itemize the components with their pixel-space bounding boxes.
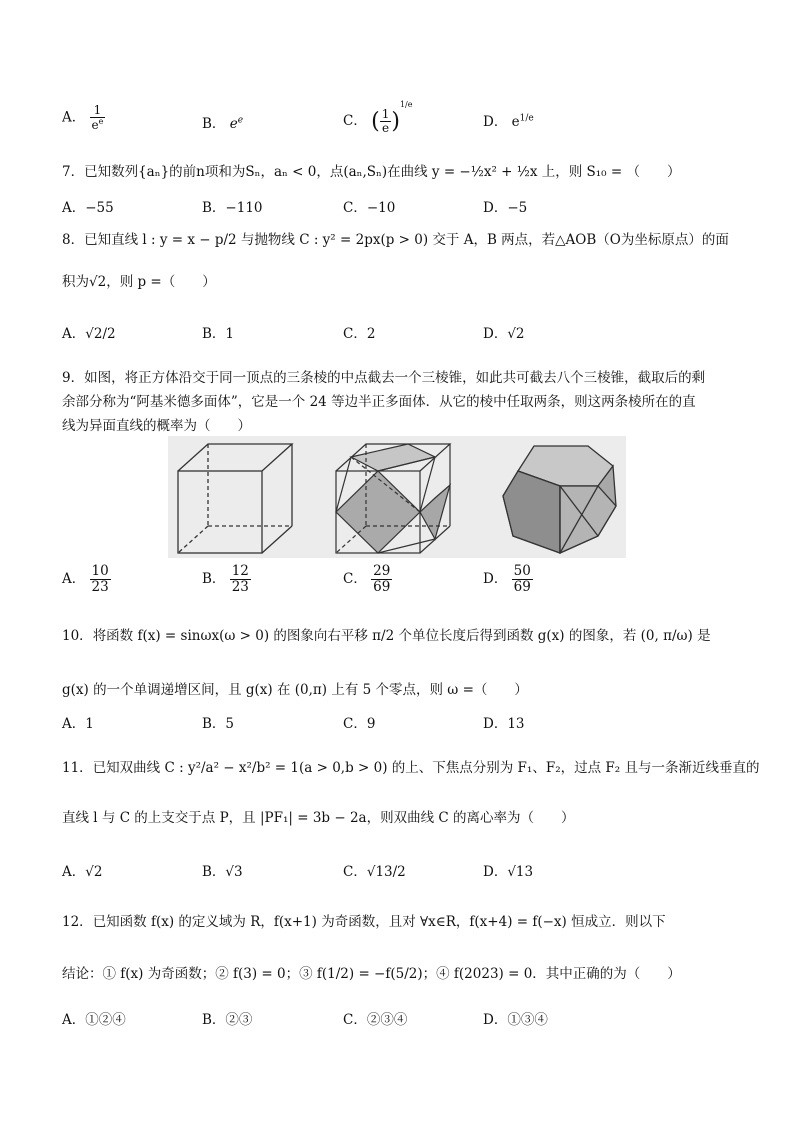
q10-stem-line2: g(x) 的一个单调递增区间，且 g(x) 在 (0,π) 上有 5 个零点，则 ω =（ ） xyxy=(62,682,528,698)
q9-figure-svg xyxy=(168,436,626,558)
q10-option-c: C．9 xyxy=(343,716,376,732)
q11-stem-line1: 11．已知双曲线 C : y²/a² − x²/b² = 1(a > 0,b > 0) 的上、下焦点分别为 F₁、F₂，过点 F₂ 且与一条渐近线垂直的 xyxy=(62,760,760,776)
cube-with-polyhedron-drawing xyxy=(336,444,450,553)
cube-drawing xyxy=(178,444,292,553)
q9-option-d: D． $\frac{50}{69}$ xyxy=(483,563,531,595)
q11-option-a: A．√2 xyxy=(62,864,103,880)
q10-stem-line1: 10．将函数 f(x) = sinωx(ω > 0) 的图象向右平移 π/2 个单位长度后得到函数 g(x) 的图象，若 (0, π/ω) 是 xyxy=(62,628,711,644)
q12-option-a: A．①②④ xyxy=(62,1012,126,1028)
q10-option-a: A．1 xyxy=(62,716,94,732)
q12-option-c: C．②③④ xyxy=(343,1012,408,1028)
q11-option-b: B．√3 xyxy=(202,864,243,880)
q12-option-b: B．②③ xyxy=(202,1012,253,1028)
q10-option-d: D．13 xyxy=(483,716,525,732)
q9-option-a: A． $\frac{10}{23}$ xyxy=(62,563,109,595)
q9-option-b: B． $\frac{12}{23}$ xyxy=(202,563,249,595)
q12-stem-line2: 结论：① f(x) 为奇函数；② f(3) = 0；③ f(1/2) = −f(5/2)；④ f(2023) = 0．其中正确的为（ ） xyxy=(62,966,681,982)
q7-option-b: B．−110 xyxy=(202,200,263,216)
q9-stem-line2: 余部分称为“阿基米德多面体”，它是一个 24 等边半正多面体．从它的棱中任取两条，则这两条棱所在的直 xyxy=(62,394,696,410)
q9-stem-line1: 9．如图，将正方体沿交于同一顶点的三条棱的中点截去一个三棱锥，如此共可截去八个三棱锥，截取后的剩 xyxy=(62,370,706,386)
q6-option-a: A． $\frac{1}{e^e}$ xyxy=(62,103,104,133)
q7-option-c: C．−10 xyxy=(343,200,396,216)
q8-option-c: C．2 xyxy=(343,326,376,342)
q12-option-d: D．①③④ xyxy=(483,1012,548,1028)
polyhedron-drawing xyxy=(503,446,616,553)
q8-stem-line1: 8．已知直线 l : y = x − p/2 与抛物线 C : y² = 2px(p > 0) 交于 A，B 两点，若△AOB（O为坐标原点）的面 xyxy=(62,232,729,248)
q8-option-b: B．1 xyxy=(202,326,235,342)
q7-option-d: D．−5 xyxy=(483,200,528,216)
q11-stem-line2: 直线 l 与 C 的上支交于点 P，且 |PF₁| = 3b − 2a，则双曲线 C 的离心率为（ ） xyxy=(62,810,575,826)
q11-option-c: C．√13/2 xyxy=(343,864,406,880)
q6-option-c: C． ( $\frac{1}{e}$ )$^{1/e}$ xyxy=(343,100,413,135)
q9-stem-line3: 线为异面直线的概率为（ ） xyxy=(62,418,251,434)
q8-option-a: A．√2/2 xyxy=(62,326,116,342)
q6-option-d: D． $e^{1/e}$ xyxy=(483,113,534,130)
q11-option-d: D．√13 xyxy=(483,864,534,880)
q9-figure xyxy=(168,436,626,558)
q8-stem-line2: 积为√2，则 p =（ ） xyxy=(62,274,216,290)
q10-option-b: B．5 xyxy=(202,716,235,732)
q7-stem: 7．已知数列{aₙ}的前n项和为Sₙ，aₙ < 0，点(aₙ,Sₙ)在曲线 y = −½x² + ½x 上，则 S₁₀ = （ ） xyxy=(62,164,681,180)
q6-option-b: B． $e^e$ xyxy=(202,115,244,132)
q7-option-a: A．−55 xyxy=(62,200,114,216)
q8-option-d: D．√2 xyxy=(483,326,525,342)
q9-option-c: C． $\frac{29}{69}$ xyxy=(343,563,391,595)
q12-stem-line1: 12．已知函数 f(x) 的定义域为 R，f(x+1) 为奇函数，且对 ∀x∈R，f(x+4) = f(−x) 恒成立．则以下 xyxy=(62,914,666,930)
